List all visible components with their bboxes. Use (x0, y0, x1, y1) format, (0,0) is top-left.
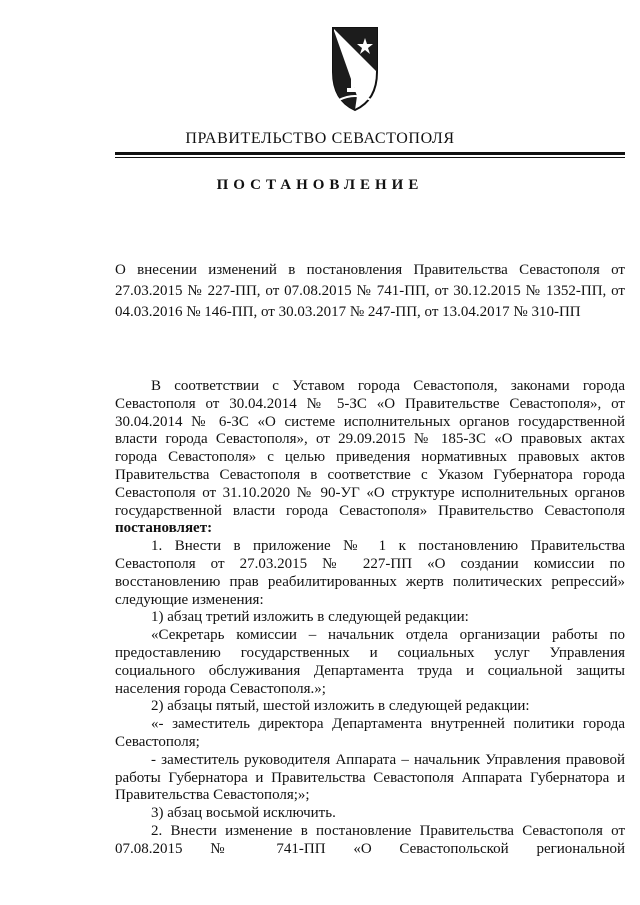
document-subject: О внесении изменений в постановления Правительства Севастополя от 27.03.2015 № 227-ПП, от 07.08.2015 № 741-ПП, от 30.12.2015 № 1352-ПП, от 04.03.2016 № 146-ПП, от 30.03.2017 № 247-ПП, от 13.04.2017 № 310-ПП (115, 262, 625, 320)
header-rule-thick (115, 152, 625, 155)
body-paragraph: 2) абзацы пятый, шестой изложить в следующей редакции: (151, 698, 530, 715)
body-paragraph: - заместитель руководителя Аппарата – начальник Управления правовой работы Губернатора и Правительства Севастополя Аппарата Губернатора и Правительства Севастополя;»; (115, 751, 625, 804)
body-paragraph: 1. Внести в приложение № 1 к постановлению Правительства Севастополя от 27.03.2015 № 227-ПП «О создании комиссии по восстановлению прав реабилитированных жертв политических репрессий» следующие изменения: (115, 538, 625, 608)
body-paragraph: 3) абзац восьмой исключить. (151, 805, 336, 822)
body-paragraph: «Секретарь комиссии – начальник отдела организации работы по предоставлению государственных и социальных услуг Управления социального обслуживания Департамента труда и социальной защиты населения города Севастополя.»; (115, 627, 625, 697)
preamble-text: В соответствии с Уставом города Севастополя, законами города Севастополя от 30.04.2014 № 5-ЗС «О Правительстве Севастополя», от 30.04.2014 № 6-ЗС «О системе исполнительных органов государственной власти города Севастополя», от 29.09.2015 № 185-ЗС «О правовых актах города Севастополя» с целью приведения нормативных правовых актов Правительства Севастополя в соответствие с Указом Губернатора города Севастополя от 31.10.2020 № 90-УГ «О структуре исполнительных органов государственной власти города Севастополя» Правительство Севастополя (115, 378, 625, 519)
coat-of-arms-icon (327, 22, 383, 112)
header-rule-thin (115, 157, 625, 158)
preamble-paragraph (115, 378, 625, 538)
document-body (115, 378, 625, 859)
body-paragraph: 2. Внести изменение в постановление Правительства Севастополя от 07.08.2015 № 741-ПП «О Севастопольской региональной (115, 822, 625, 857)
decree-word: постановляет: (115, 520, 213, 537)
organization-title: ПРАВИТЕЛЬСТВО СЕВАСТОПОЛЯ (185, 130, 455, 147)
body-paragraph: 1) абзац третий изложить в следующей редакции: (151, 609, 469, 626)
body-paragraph: «- заместитель директора Департамента внутренней политики города Севастополя; (115, 716, 625, 750)
document-type-heading: ПОСТАНОВЛЕНИЕ (216, 177, 424, 193)
